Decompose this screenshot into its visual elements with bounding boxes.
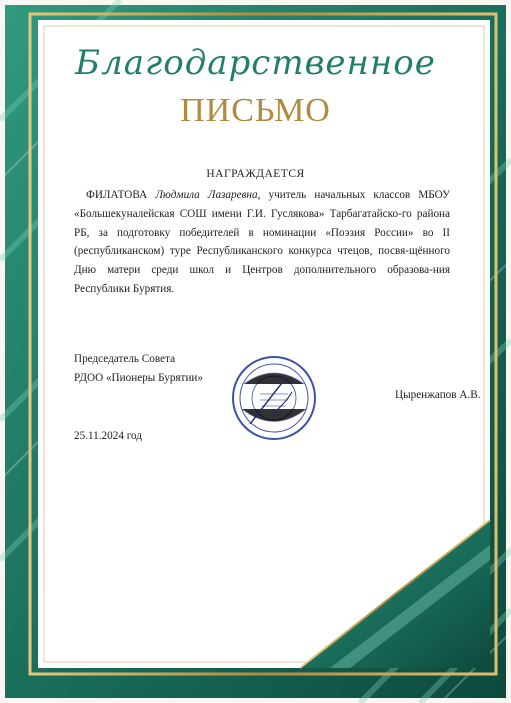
official-stamp <box>230 354 318 442</box>
signer-name: Цыренжапов А.В. <box>395 389 481 401</box>
awarded-heading: НАГРАЖДАЕТСЯ <box>206 168 305 180</box>
title-main: ПИСЬМО <box>180 92 331 129</box>
recipient-surname: ФИЛАТОВА <box>86 189 148 201</box>
letter-body <box>74 186 450 299</box>
body-text: , учитель начальных классов МБОУ «Большекуналейская СОШ имени Г.И. Гуслякова» Тарбагатайско-го района РБ, за подготовку победителей в номинации «Поэзия России» во II (республиканском) туре Республиканского конкурса чтецов, посвя-щённого Дню матери среди школ и Центров дополнительного образова-ния Республики Бурятия. <box>74 189 450 295</box>
title-script: Благодарственное <box>75 43 436 83</box>
chairman-title: Председатель Совета <box>74 353 176 365</box>
chairman-org: РДОО «Пионеры Бурятии» <box>74 371 204 384</box>
issue-date: 25.11.2024 год <box>74 430 142 442</box>
recipient-name: Людмила Лазаревна <box>155 189 258 201</box>
chairman-block <box>74 350 203 387</box>
